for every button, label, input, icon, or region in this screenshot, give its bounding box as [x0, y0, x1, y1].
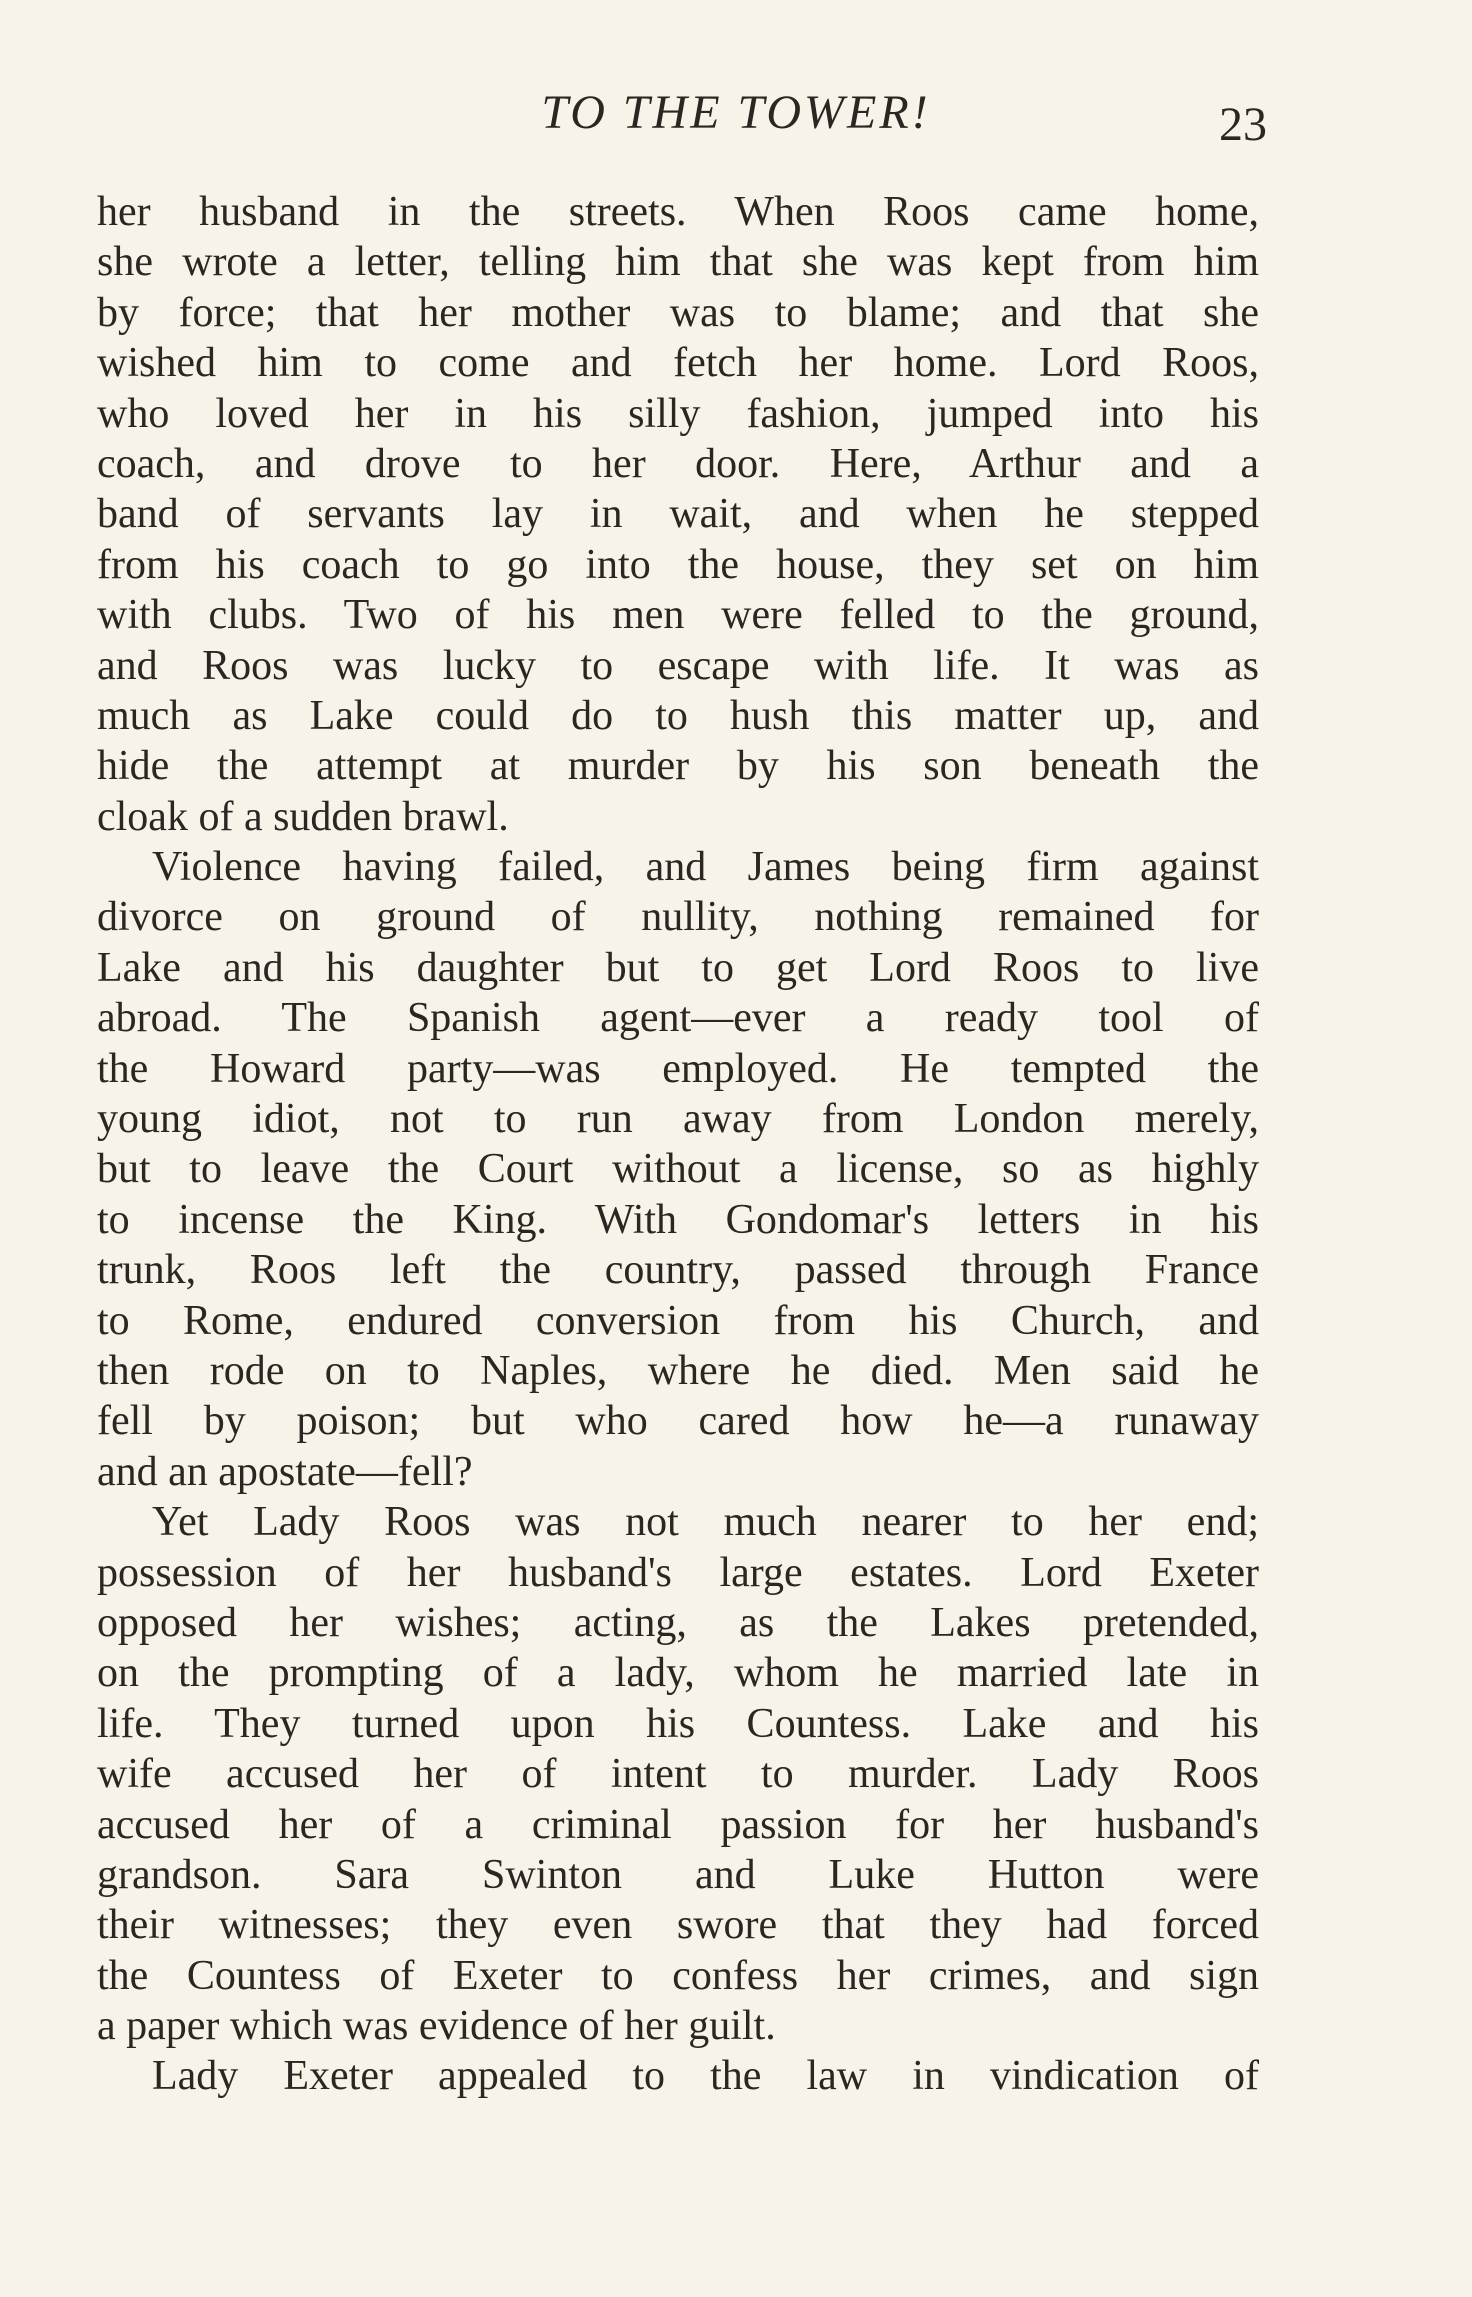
- text-line: to incense the King. With Gondomar's letters in his: [97, 1196, 1259, 1243]
- text-line: on the prompting of a lady, whom he married late in: [97, 1650, 1259, 1697]
- text-line: who loved her in his silly fashion, jumped into his: [97, 390, 1259, 437]
- paragraph-start-line: Yet Lady Roos was not much nearer to her end;: [152, 1499, 1259, 1546]
- text-line: fell by poison; but who cared how he—a runaway: [97, 1398, 1259, 1445]
- text-line: trunk, Roos left the country, passed through France: [97, 1247, 1259, 1294]
- text-line: then rode on to Naples, where he died. Men said he: [97, 1347, 1259, 1394]
- text-line: much as Lake could do to hush this matter up, and: [97, 692, 1259, 739]
- text-line: with clubs. Two of his men were felled to the ground,: [97, 592, 1259, 639]
- text-line: possession of her husband's large estates. Lord Exeter: [97, 1549, 1259, 1596]
- text-line: opposed her wishes; acting, as the Lakes pretended,: [97, 1599, 1259, 1646]
- text-line: accused her of a criminal passion for her husband's: [97, 1801, 1259, 1848]
- text-line: the Howard party—was employed. He tempted the: [97, 1045, 1259, 1092]
- text-line: she wrote a letter, telling him that she was kept from him: [97, 239, 1259, 286]
- paragraph-end-line: a paper which was evidence of her guilt.: [97, 2003, 776, 2050]
- text-line: and Roos was lucky to escape with life. It was as: [97, 642, 1259, 689]
- running-title: TO THE TOWER!: [541, 86, 931, 139]
- text-line: by force; that her mother was to blame; and that she: [97, 289, 1259, 336]
- text-line: from his coach to go into the house, they set on him: [97, 541, 1259, 588]
- text-line: band of servants lay in wait, and when he stepped: [97, 491, 1259, 538]
- text-line: to Rome, endured conversion from his Church, and: [97, 1297, 1259, 1344]
- paragraph-start-line: Lady Exeter appealed to the law in vindication of: [152, 2053, 1259, 2100]
- text-line: life. They turned upon his Countess. Lake and his: [97, 1700, 1259, 1747]
- text-line: the Countess of Exeter to confess her crimes, and sign: [97, 1952, 1259, 1999]
- text-line: young idiot, not to run away from London merely,: [97, 1096, 1259, 1143]
- text-line: wife accused her of intent to murder. Lady Roos: [97, 1751, 1259, 1798]
- body-text: [97, 187, 1259, 2102]
- text-line: wished him to come and fetch her home. Lord Roos,: [97, 340, 1259, 387]
- text-line: grandson. Sara Swinton and Luke Hutton were: [97, 1851, 1259, 1898]
- paragraph-end-line: cloak of a sudden brawl.: [97, 793, 509, 840]
- text-line: their witnesses; they even swore that they had forced: [97, 1902, 1259, 1949]
- text-line: but to leave the Court without a license, so as highly: [97, 1146, 1259, 1193]
- text-line: her husband in the streets. When Roos came home,: [97, 189, 1259, 235]
- text-line: coach, and drove to her door. Here, Arthur and a: [97, 440, 1259, 487]
- text-line: abroad. The Spanish agent—ever a ready tool of: [97, 995, 1259, 1042]
- text-line: divorce on ground of nullity, nothing remained for: [97, 894, 1259, 941]
- page-number: 23: [1219, 98, 1267, 151]
- text-line: hide the attempt at murder by his son beneath the: [97, 743, 1259, 790]
- paragraph-start-line: Violence having failed, and James being firm against: [152, 844, 1259, 891]
- paragraph-end-line: and an apostate—fell?: [97, 1448, 473, 1495]
- text-line: Lake and his daughter but to get Lord Roos to live: [97, 944, 1259, 991]
- running-head: [0, 78, 1472, 151]
